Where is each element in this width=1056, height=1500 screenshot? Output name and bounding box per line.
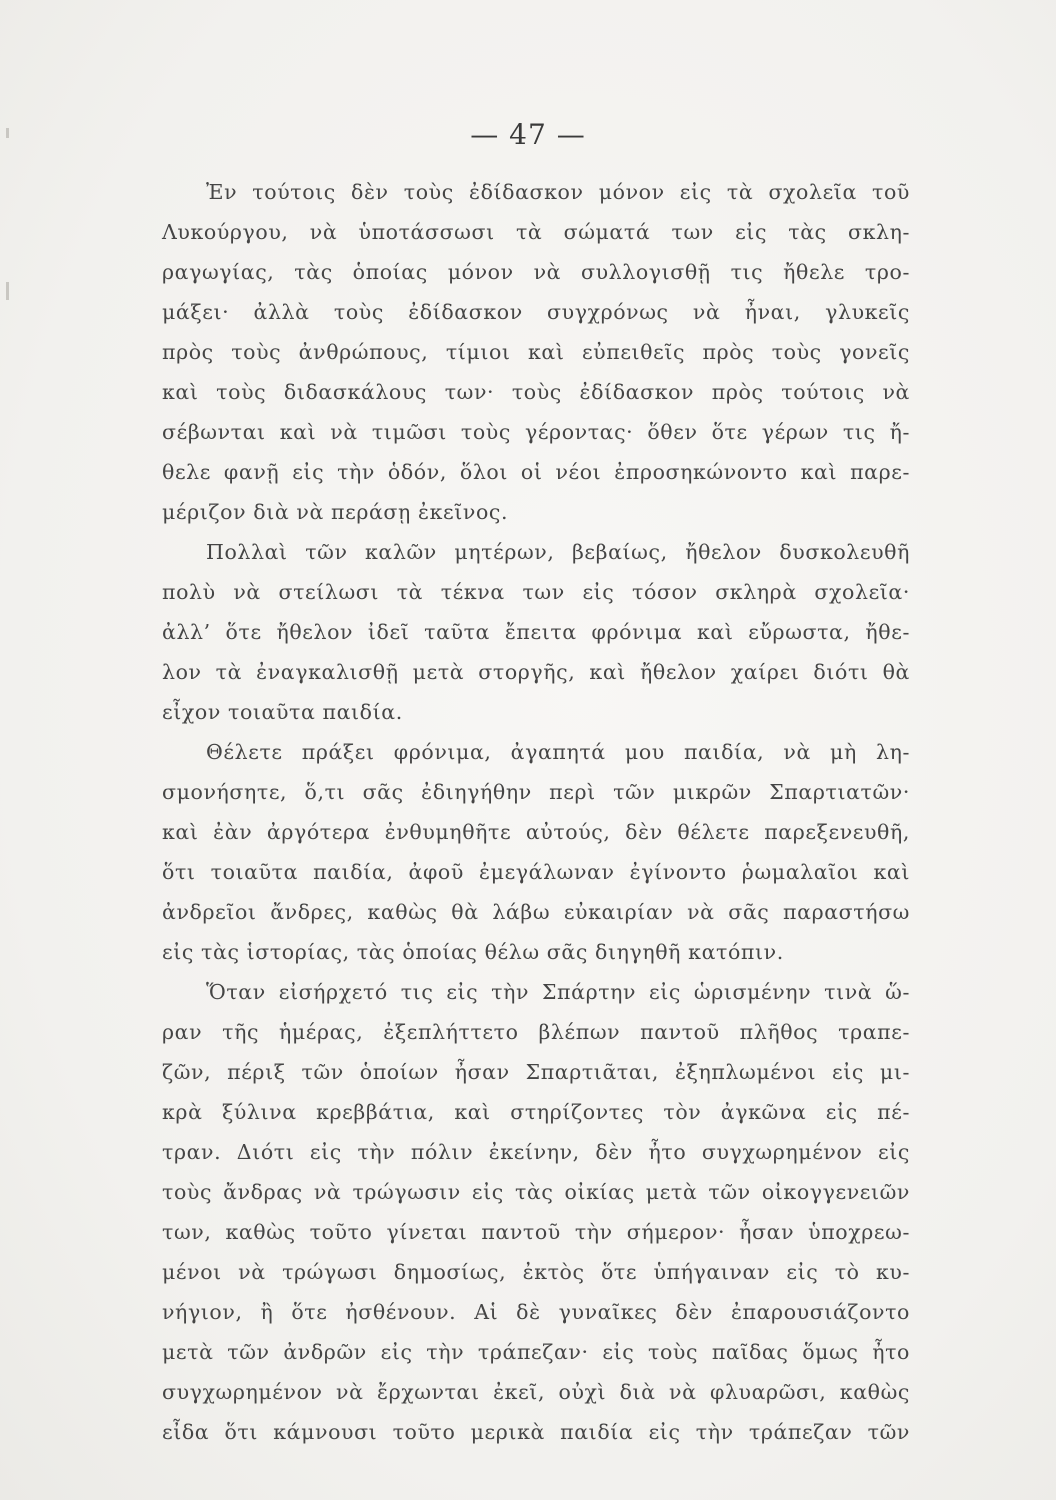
text-line: καὶ τοὺς διδασκάλους των· τοὺς ἐδίδασκον πρὸς τούτοις νὰ — [162, 380, 910, 404]
text-line: Θέλετε πράξει φρόνιμα, ἀγαπητά μου παιδία, νὰ μὴ λη- — [206, 740, 910, 764]
text-line: μάξει· ἀλλὰ τοὺς ἐδίδασκον συγχρόνως νὰ ἦναι, γλυκεῖς — [162, 300, 910, 324]
text-line: εἰς τὰς ἱστορίας, τὰς ὁποίας θέλω σᾶς διηγηθῆ κατόπιν. — [162, 940, 784, 964]
text-line: καὶ ἐὰν ἀργότερα ἐνθυμηθῆτε αὐτούς, δὲν θέλετε παρεξενευθῆ, — [162, 820, 910, 844]
text-line: εἶχον τοιαῦτα παιδία. — [162, 700, 403, 724]
text-line: Ἐν τούτοις δὲν τοὺς ἐδίδασκον μόνον εἰς τὰ σχολεῖα τοῦ — [206, 180, 910, 204]
text-line: τοὺς ἄνδρας νὰ τρώγωσιν εἰς τὰς οἰκίας μετὰ τῶν οἰκογγενειῶν — [162, 1180, 910, 1204]
text-line: μένοι νὰ τρώγωσι δημοσίως, ἐκτὸς ὅτε ὑπήγαιναν εἰς τὸ κυ- — [162, 1260, 910, 1284]
text-line: σμονήσητε, ὅ,τι σᾶς ἐδιηγήθην περὶ τῶν μικρῶν Σπαρτιατῶν· — [162, 780, 910, 804]
page-number: — 47 — — [470, 118, 586, 151]
text-line: μέριζον διὰ νὰ περάσῃ ἐκεῖνος. — [162, 500, 509, 524]
text-line: ραγωγίας, τὰς ὁποίας μόνον νὰ συλλογισθῇ τις ἤθελε τρο- — [162, 260, 910, 284]
text-line: ὅτι τοιαῦτα παιδία, ἀφοῦ ἐμεγάλωναν ἐγίνοντο ῥωμαλαῖοι καὶ — [162, 860, 910, 884]
text-line: θελε φανῇ εἰς τὴν ὁδόν, ὅλοι οἱ νέοι ἐπροσηκώνοντο καὶ παρε- — [162, 460, 910, 484]
text-line: ραν τῆς ἡμέρας, ἐξεπλήττετο βλέπων παντοῦ πλῆθος τραπε- — [162, 1020, 910, 1044]
text-line: πρὸς τοὺς ἀνθρώπους, τίμιοι καὶ εὐπειθεῖς πρὸς τοὺς γονεῖς — [162, 340, 910, 364]
body-text — [162, 172, 910, 1452]
text-line: ἀλλ’ ὅτε ἤθελον ἰδεῖ ταῦτα ἔπειτα φρόνιμα καὶ εὔρωστα, ἤθε- — [162, 620, 910, 644]
text-line: ζῶν, πέριξ τῶν ὁποίων ἦσαν Σπαρτιᾶται, ἐξηπλωμένοι εἰς μι- — [162, 1060, 910, 1084]
text-line: εἶδα ὅτι κάμνουσι τοῦτο μερικὰ παιδία εἰς τὴν τράπεζαν τῶν — [162, 1420, 910, 1444]
text-line: ἀνδρεῖοι ἄνδρες, καθὼς θὰ λάβω εὐκαιρίαν νὰ σᾶς παραστήσω — [162, 900, 910, 924]
text-line: τραν. Διότι εἰς τὴν πόλιν ἐκείνην, δὲν ἦτο συγχωρημένον εἰς — [162, 1140, 910, 1164]
text-line: πολὺ νὰ στείλωσι τὰ τέκνα των εἰς τόσον σκληρὰ σχολεῖα· — [162, 580, 910, 604]
text-line: μετὰ τῶν ἀνδρῶν εἰς τὴν τράπεζαν· εἰς τοὺς παῖδας ὅμως ἦτο — [162, 1340, 910, 1364]
text-line: σέβωνται καὶ νὰ τιμῶσι τοὺς γέροντας· ὅθεν ὅτε γέρων τις ἤ- — [162, 420, 910, 444]
text-line: κρὰ ξύλινα κρεββάτια, καὶ στηρίζοντες τὸν ἀγκῶνα εἰς πέ- — [162, 1100, 910, 1124]
text-line: νήγιον, ἢ ὅτε ἠσθένουν. Αἱ δὲ γυναῖκες δὲν ἐπαρουσιάζοντο — [162, 1300, 910, 1324]
text-line: λον τὰ ἐναγκαλισθῇ μετὰ στοργῆς, καὶ ἤθελον χαίρει διότι θὰ — [162, 660, 910, 684]
text-line: των, καθὼς τοῦτο γίνεται παντοῦ τὴν σήμερον· ἦσαν ὑποχρεω- — [162, 1220, 910, 1244]
text-line: Ὅταν εἰσήρχετό τις εἰς τὴν Σπάρτην εἰς ὡρισμένην τινὰ ὥ- — [206, 980, 910, 1004]
text-line: Πολλαὶ τῶν καλῶν μητέρων, βεβαίως, ἤθελον δυσκολευθῆ — [206, 540, 910, 564]
text-line: συγχωρημένον νὰ ἔρχωνται ἐκεῖ, οὐχὶ διὰ νὰ φλυαρῶσι, καθὼς — [162, 1380, 910, 1404]
text-line: Λυκούργου, νὰ ὑποτάσσωσι τὰ σώματά των εἰς τὰς σκλη- — [162, 220, 910, 244]
page-edge-mark — [6, 282, 9, 300]
